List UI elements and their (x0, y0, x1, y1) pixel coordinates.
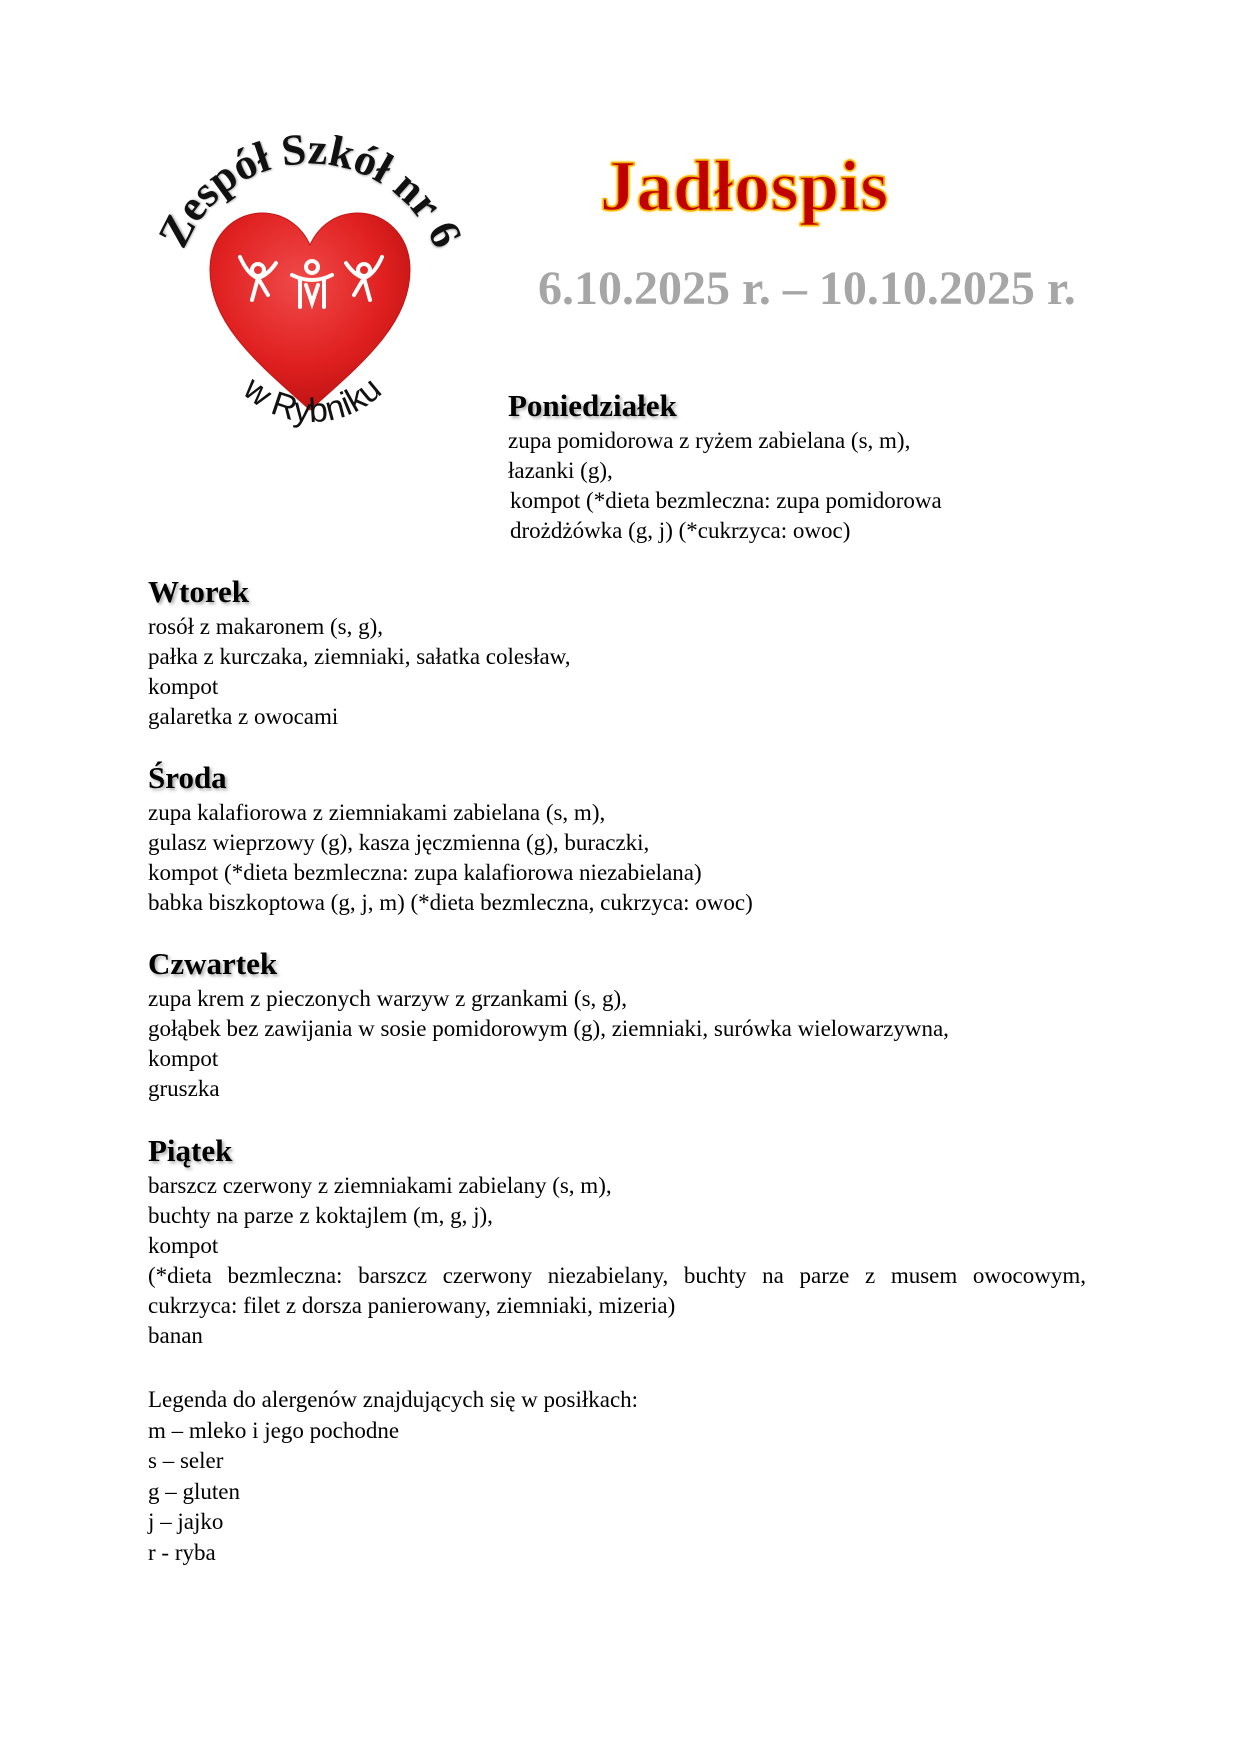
menu-item: kompot (148, 1046, 219, 1071)
allergen-legend (148, 1385, 638, 1568)
legend-item: j – jajko (148, 1509, 224, 1534)
menu-item: rosół z makaronem (s, g), (148, 614, 384, 639)
day-heading: Środa (148, 760, 227, 795)
date-range: 6.10.2025 r. – 10.10.2025 r. (538, 262, 1076, 315)
school-logo (140, 135, 480, 465)
legend-item: s – seler (148, 1448, 224, 1473)
menu-item: kompot (*dieta bezmleczna: zupa kalafiorowa niezabielana) (148, 860, 702, 885)
menu-item: buchty na parze z koktajlem (m, g, j), (148, 1203, 493, 1228)
menu-item: pałka z kurczaka, ziemniaki, sałatka colesław, (148, 644, 571, 669)
legend-item: g – gluten (148, 1478, 240, 1504)
menu-item: kompot (*dieta bezmleczna: zupa pomidorowa (510, 488, 942, 513)
day-section-tuesday (148, 574, 571, 732)
menu-item: zupa pomidorowa z ryżem zabielana (s, m), (508, 428, 911, 453)
heart-icon (210, 213, 410, 410)
page-title: Jadłospis (600, 146, 889, 226)
menu-item: cukrzyca: filet z dorsza panierowany, ziemniaki, mizeria) (148, 1293, 676, 1318)
logo-text-bottom: w Rybniku (236, 369, 389, 431)
menu-item: gulasz wieprzowy (g), kasza jęczmienna (g), buraczki, (148, 830, 650, 855)
menu-item: zupa krem z pieczonych warzyw z grzankami (s, g), (148, 986, 627, 1011)
menu-item: kompot (148, 674, 219, 699)
day-section-thursday (148, 946, 949, 1104)
legend-heading: Legenda do alergenów znajdujących się w posiłkach: (148, 1387, 639, 1412)
menu-item: galaretka z owocami (148, 704, 339, 729)
menu-item: babka biszkoptowa (g, j, m) (*dieta bezmleczna, cukrzyca: owoc) (148, 890, 753, 915)
menu-item: gruszka (148, 1076, 220, 1101)
day-section-wednesday (148, 760, 753, 918)
legend-item: m – mleko i jego pochodne (148, 1417, 400, 1443)
legend-item: r - ryba (148, 1539, 216, 1565)
day-heading: Wtorek (148, 574, 250, 609)
menu-item: banan (148, 1323, 203, 1348)
day-heading: Poniedziałek (508, 388, 677, 423)
menu-item: zupa kalafiorowa z ziemniakami zabielana (s, m), (148, 800, 606, 825)
day-heading: Czwartek (148, 946, 278, 981)
menu-item: barszcz czerwony z ziemniakami zabielany (s, m), (148, 1173, 612, 1198)
day-heading: Piątek (148, 1133, 233, 1168)
school-logo-graphic (140, 135, 480, 465)
logo-text-top: Zespół Szkół nr 6 (148, 135, 472, 255)
menu-item: drożdżówka (g, j) (*cukrzyca: owoc) (510, 518, 851, 543)
menu-item: (*dieta bezmleczna: barszcz czerwony niezabielany, buchty na parze z musem owocowym, (148, 1263, 1086, 1288)
menu-item: gołąbek bez zawijania w sosie pomidorowym (g), ziemniaki, surówka wielowarzywna, (148, 1016, 949, 1041)
menu-item: kompot (148, 1233, 219, 1258)
day-section-monday (508, 388, 942, 546)
day-section-friday (148, 1133, 1086, 1351)
menu-item: łazanki (g), (508, 458, 613, 483)
